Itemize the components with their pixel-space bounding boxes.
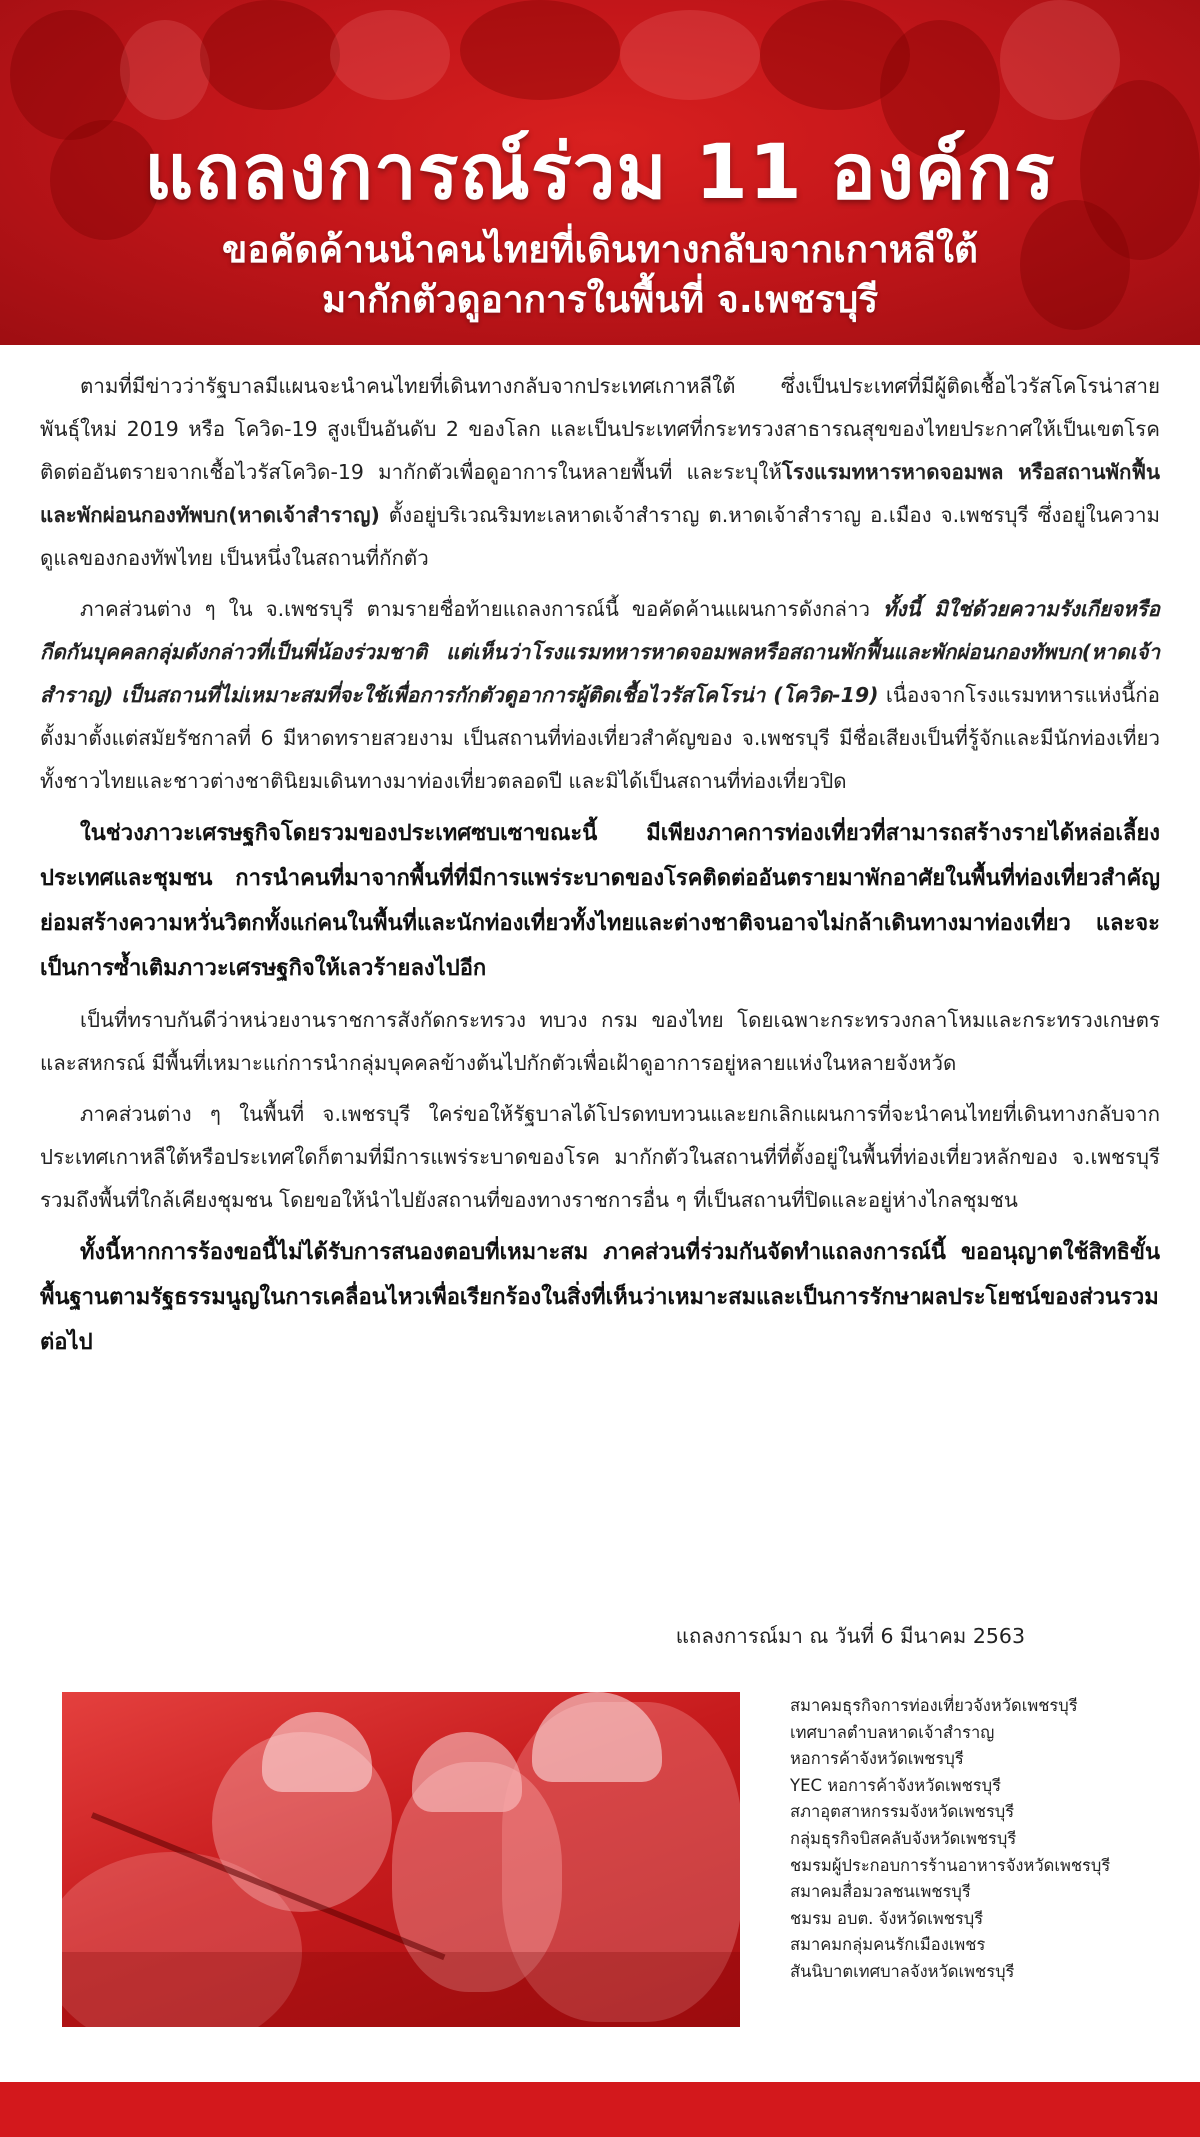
organization-item: กลุ่มธุรกิจบิสคลับจังหวัดเพชรบุรี (790, 1828, 1017, 1848)
footer-bar (0, 2082, 1200, 2137)
paragraph-5: ภาคส่วนต่าง ๆ ในพื้นที่ จ.เพชรบุรี ใคร่ขอให้รัฐบาลได้โปรดทบทวนและยกเลิกแผนการที่จะนำคนไทยที่เดินทางกลับจากประเทศเกาหลีใต้หรือประเทศใดก็ตามที่มีการแพร่ระบาดของโรค มากักตัวในสถานที่ที่ตั้งอยู่ในพื้นที่ท่องเที่ยวหลักของ จ.เพชรบุรี รวมถึงพื้นที่ใกล้เคียงชุมชน โดยขอให้นำไปยังสถานที่ของทางราชการอื่น ๆ ที่เป็นสถานที่ปิดและอยู่ห่างไกลชุมชน (40, 1102, 1160, 1212)
organization-item: YEC หอการค้าจังหวัดเพชรบุรี (790, 1775, 1001, 1795)
crowd-figure (330, 10, 450, 100)
organization-item: สมาคมธุรกิจการท่องเที่ยวจังหวัดเพชรบุรี (790, 1696, 1078, 1715)
paragraph-1-bold: โรงแรมทหารหาดจอมพล หรือสถานพักฟื้นและพักผ่อนกองทัพบก(หาดเจ้าสำราญ) (40, 460, 1160, 527)
paragraph-4: เป็นที่ทราบกันดีว่าหน่วยงานราชการสังกัดกระทรวง ทบวง กรม ของไทย โดยเฉพาะกระทรวงกลาโหมและกระทรวงเกษตรและสหกรณ์ มีพื้นที่เหมาะแก่การนำกลุ่มบุคคลข้างต้นไปกักตัวเพื่อเฝ้าดูอาการอยู่หลายแห่งในหลายจังหวัด (40, 1008, 1160, 1075)
crowd-figure (620, 10, 760, 100)
paragraph-2-emphasis: ทั้งนี้ มิใช่ด้วยความรังเกียจหรือกีดกันบุคคลกลุ่มดังกล่าวที่เป็นพี่น้องร่วมชาติ แต่เห็นว่าโรงแรมทหารหาดจอมพลหรือสถานพักฟื้นและพักผ่อนกองทัพบก(หาดเจ้าสำราญ) เป็นสถานที่ไม่เหมาะสมที่จะใช้เพื่อการกักตัวดูอาการผู้ติดเชื้อไวรัสโคโรน่า (โควิด-19) (40, 597, 1160, 707)
organization-item: เทศบาลตำบลหาดเจ้าสำราญ (790, 1722, 995, 1742)
organization-item: หอการค้าจังหวัดเพชรบุรี (790, 1749, 964, 1769)
photo-helmet (262, 1712, 372, 1792)
statement-subtitle-line-1: ขอคัดค้านนำคนไทยที่เดินทางกลับจากเกาหลีใต้ (222, 228, 978, 271)
paragraph-6: ทั้งนี้หากการร้องขอนี้ไม่ได้รับการสนองตอบที่เหมาะสม ภาคส่วนที่ร่วมกันจัดทำแถลงการณ์นี้ ขออนุญาตใช้สิทธิขั้นพื้นฐานตามรัฐธรรมนูญในการเคลื่อนไหวเพื่อเรียกร้องในสิ่งที่เห็นว่าเหมาะสมและเป็นการรักษาผลประโยชน์ของส่วนรวมต่อไป (40, 1240, 1160, 1355)
statement-subtitle-line-2: มากักตัวดูอาการในพื้นที่ จ.เพชรบุรี (321, 278, 879, 321)
statement-title: แถลงการณ์ร่วม 11 องค์กร (144, 127, 1056, 216)
paragraph-1 (40, 365, 1160, 580)
crowd-figure (460, 0, 620, 100)
organization-item: สมาคมกลุ่มคนรักเมืองเพชร (790, 1935, 986, 1955)
paragraph-2-text-end: เนื่องจากโรงแรมทหารแห่งนี้ก่อตั้งมาตั้งแต่สมัยรัชกาลที่ 6 มีหาดทรายสวยงาม เป็นสถานที่ท่องเที่ยวสำคัญของ จ.เพชรบุรี มีชื่อเสียงเป็นที่รู้จักและมีนักท่องเที่ยวทั้งชาวไทยและชาวต่างชาตินิยมเดินทางมาท่องเที่ยวตลอดปี และมิได้เป็นสถานที่ท่องเที่ยวปิด (40, 683, 1160, 793)
crowd-figure (120, 20, 210, 120)
header-banner (0, 0, 1200, 345)
organization-item: สมาคมสื่อมวลชนเพชรบุรี (790, 1882, 971, 1902)
paragraph-3: ในช่วงภาวะเศรษฐกิจโดยรวมของประเทศซบเซาขณะนี้ มีเพียงภาคการท่องเที่ยวที่สามารถสร้างรายได้หล่อเลี้ยงประเทศและชุมชน การนำคนที่มาจากพื้นที่ที่มีการแพร่ระบาดของโรคติดต่ออันตรายมาพักอาศัยในพื้นที่ท่องเที่ยวสำคัญ ย่อมสร้างความหวั่นวิตกทั้งแก่คนในพื้นที่และนักท่องเที่ยวทั้งไทยและต่างชาติจนอาจไม่กล้าเดินทางมาท่องเที่ยว และจะเป็นการซ้ำเติมภาวะเศรษฐกิจให้เลวร้ายลงไปอีก (40, 821, 1160, 981)
organization-item: ชมรมผู้ประกอบการร้านอาหารจังหวัดเพชรบุรี (790, 1855, 1111, 1875)
organization-item: สันนิบาตเทศบาลจังหวัดเพชรบุรี (790, 1961, 1015, 1981)
disinfection-photo (62, 1692, 740, 2027)
statement-body (40, 365, 1160, 1373)
organization-item: ชมรม อบต. จังหวัดเพชรบุรี (790, 1908, 984, 1928)
paragraph-2-text: ภาคส่วนต่าง ๆ ใน จ.เพชรบุรี ตามรายชื่อท้ายแถลงการณ์นี้ ขอคัดค้านแผนการดังกล่าว (80, 597, 884, 621)
crowd-figure (200, 0, 340, 110)
paragraph-1-text-end: ตั้งอยู่บริเวณริมทะเลหาดเจ้าสำราญ ต.หาดเจ้าสำราญ อ.เมือง จ.เพชรบุรี ซึ่งอยู่ในความดูแลของกองทัพไทย เป็นหนึ่งในสถานที่กักตัว (40, 503, 1160, 570)
organization-list (790, 1693, 1170, 1986)
photo-ground (62, 1952, 740, 2027)
paragraph-2 (40, 588, 1160, 803)
paragraph-1-text: ตามที่มีข่าวว่ารัฐบาลมีแผนจะนำคนไทยที่เดินทางกลับจากประเทศเกาหลีใต้ ซึ่งเป็นประเทศที่มีผู้ติดเชื้อไวรัสโคโรน่าสายพันธุ์ใหม่ 2019 หรือ โควิด-19 สูงเป็นอันดับ 2 ของโลก และเป็นประเทศที่กระทรวงสาธารณสุขของไทยประกาศให้เป็นเขตโรคติดต่ออันตรายจากเชื้อไวรัสโควิด-19 มากักตัวเพื่อดูอาการในหลายพื้นที่ และระบุให้ (40, 374, 1160, 484)
organization-item: สภาอุตสาหกรรมจังหวัดเพชรบุรี (790, 1802, 1015, 1822)
statement-date: แถลงการณ์มา ณ วันที่ 6 มีนาคม 2563 (675, 1624, 1025, 1648)
